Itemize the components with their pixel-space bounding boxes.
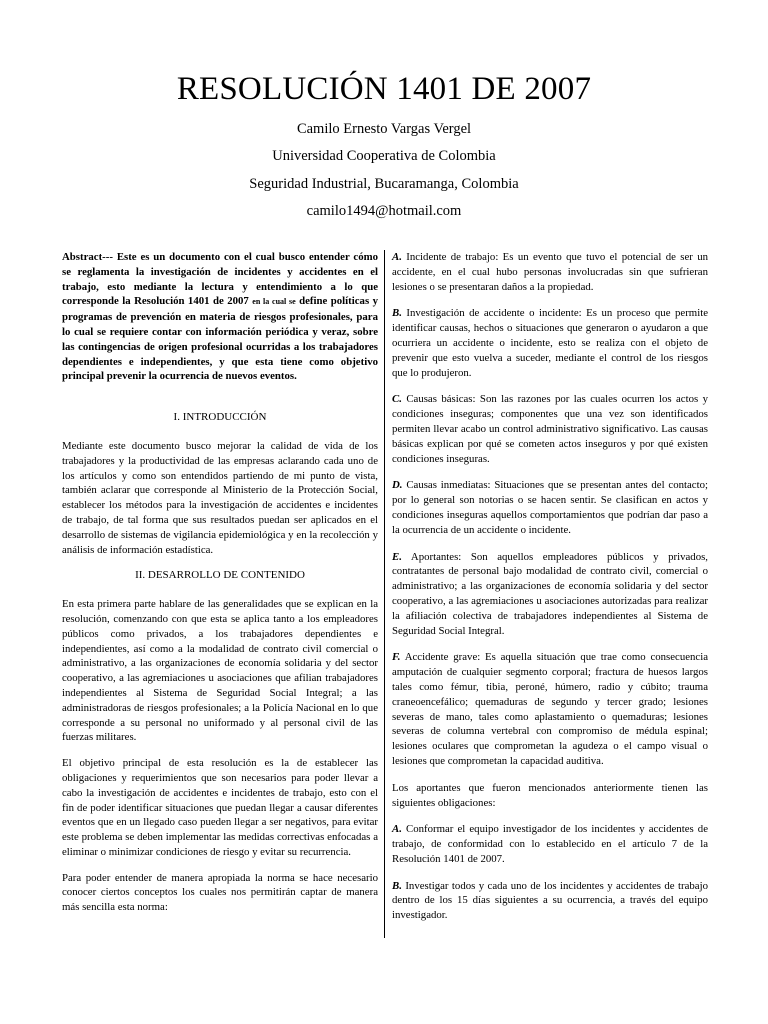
definition-text: Causas básicas: Son las razones por las cuales ocurren los actos y condiciones inseguras; componentes que una vez son identificados permiten llevar acabo un control administrativo significativo. Las causas básicas explican por qué se cometen actos inseguros y por qué existen condiciones inseguras. bbox=[392, 393, 708, 465]
development-paragraph-2: El objetivo principal de esta resolución es la de establecer las obligaciones y requerimientos que son necesarios para poder llevar a cabo la investigación de accidentes e incidentes de trabajo, esto con el fin de poder identificar situaciones que puedan llegar a causar diferentes eventos que en un llegado caso pueden llegar a ser negativos, para evitar este problema se deben implementar las medidas correctivas enfocadas a eliminar o minimizar condiciones de riesgo y evitar su recurrencia. bbox=[62, 757, 378, 858]
left-column bbox=[62, 250, 378, 926]
definition-item bbox=[392, 306, 708, 380]
right-column bbox=[392, 250, 708, 935]
obligations-intro: Los aportantes que fueron mencionados anteriormente tienen las siguientes obligaciones: bbox=[392, 781, 708, 809]
intro-paragraph: Mediante este documento busco mejorar la calidad de vida de los trabajadores y la productividad de las empresas aclarando cada uno de los artículos y como son entendidos partiendo de mi punto de vista, también aclarar que corresponde al Ministerio de la Protección Social, establecer los métodos para la investigación de accidentes e incidentes de trabajo, de tal forma que sus resultados puedan ser aplicados en el desarrollo de sistemas de vigilancia epidemiológica y en la recolección y análisis de información estadística. bbox=[62, 439, 378, 556]
page-title: RESOLUCIÓN 1401 DE 2007 bbox=[176, 71, 592, 107]
development-paragraph-1: En esta primera parte hablare de las generalidades que se explican en la resolución, comenzando con que esta se aplica tanto a los empleadores públicos como privados, a los trabajadores dependientes e independientes, así como a la modalidad de contrato civil comercial o administrativo, a las organizaciones de economía solidaria y del sector cooperativo, a las agremiaciones u asociaciones que afilian trabajadores independientes al Sistema de Seguridad Social Integral; a las administradoras de riesgos profesionales; a la Policía Nacional en lo que corresponde a su personal no uniformado y al personal civil de las fuerzas militares. bbox=[62, 598, 378, 744]
definition-item bbox=[392, 392, 708, 466]
definition-text: Accidente grave: Es aquella situación que trae como consecuencia amputación de cualquier segmento corporal; fractura de huesos largos tales como fémur, tibia, peroné, húmero, radio y cúbito; trauma craneoencefálico; quemaduras de segundo y tercer grado; lesiones severas de mano, tales como aplastamiento o quemaduras; lesiones severas de columna vertebral con compromiso de médula espinal; lesiones oculares que comprometan la agudeza o el campo visual o lesiones que comprometan la capacidad auditiva. bbox=[392, 651, 708, 767]
definition-label: B. bbox=[392, 307, 402, 320]
development-paragraph-3: Para poder entender de manera apropiada la norma se hace necesario conocer ciertos conceptos los cuales nos permitirán captar de manera más sencilla esta norma: bbox=[62, 871, 378, 914]
author-institution: Universidad Cooperativa de Colombia bbox=[272, 148, 496, 164]
abstract-text-1: Abstract--- Este es un documento con el cual busco entender cómo se reglamenta la investigación de incidentes y accidentes en el trabajo, esto mediante la lectura y entendimiento a lo que corresponde la Resolución 1401 de 2007 bbox=[62, 251, 378, 308]
definition-item bbox=[392, 478, 708, 537]
definition-label: A. bbox=[392, 251, 402, 263]
abstract bbox=[62, 250, 378, 384]
author-department: Seguridad Industrial, Bucaramanga, Colombia bbox=[249, 176, 519, 192]
definition-label: D. bbox=[392, 479, 403, 492]
author-email: camilo1494@hotmail.com bbox=[306, 203, 462, 219]
definition-label: F. bbox=[392, 651, 401, 664]
definition-label: E. bbox=[392, 550, 402, 563]
obligation-label: A. bbox=[392, 823, 402, 836]
obligation-text: Investigar todos y cada uno de los incidentes y accidentes de trabajo dentro de los 15 días siguientes a su ocurrencia, a través del equipo investigador. bbox=[392, 879, 708, 922]
definition-text: Investigación de accidente o incidente: Es un proceso que permite identificar causas, hechos o situaciones que generaron o ayudaron a que ocurriera un accidente o incidente, esto se realiza con el objeto de prevenir que esto vuelva a suceder, mediante el control de los riesgos que lo produjeron. bbox=[392, 307, 708, 379]
author-name: Camilo Ernesto Vargas Vergel bbox=[296, 121, 472, 137]
section-heading-desarrollo: II. DESARROLLO DE CONTENIDO bbox=[135, 569, 305, 582]
abstract-text-2: define políticas y programas de prevención en materia de riesgos profesionales, para lo cual se requiere contar con información periódica y veraz, sobre las contingencias de origen profesional ocurridas a los trabajadores dependientes e independientes, y que esta tiene como objetivo principal prevenir la ocurrencia de nuevos eventos. bbox=[62, 295, 378, 383]
definition-item bbox=[392, 250, 708, 294]
definition-text: Causas inmediatas: Situaciones que se presentan antes del contacto; por lo general son notorias o se hacen sentir. Se clasifican en actos y condiciones inseguras aquellos comportamientos que podrían dar paso a la ocurrencia de un accidente o incidente. bbox=[392, 479, 708, 536]
obligation-item bbox=[392, 879, 708, 923]
definition-label: C. bbox=[392, 393, 402, 406]
section-heading-introduccion: I. INTRODUCCIÓN bbox=[173, 411, 267, 424]
definition-text: Incidente de trabajo: Es un evento que tuvo el potencial de ser un accidente, en el cual hubo personas involucradas sin que sufrieran lesiones o se presentaran daños a la propiedad. bbox=[392, 251, 708, 293]
definition-item bbox=[392, 550, 708, 639]
definition-item bbox=[392, 650, 708, 768]
obligation-label: B. bbox=[392, 879, 402, 892]
obligation-item bbox=[392, 822, 708, 866]
column-divider bbox=[384, 250, 385, 938]
abstract-small-text: en la cual se bbox=[252, 297, 296, 307]
definition-text: Aportantes: Son aquellos empleadores públicos y privados, contratantes de personal bajo modalidad de contrato civil, comercial o administrativo; a las organizaciones de economía solidaria y del sector cooperativo, a las agremiaciones u asociaciones autorizadas para realizar la afiliación colectiva de trabajadores independientes al Sistema de Seguridad Social Integral. bbox=[392, 550, 708, 637]
obligation-text: Conformar el equipo investigador de los incidentes y accidentes de trabajo, de conformidad con lo establecido en el artículo 7 de la Resolución 1401 de 2007. bbox=[392, 823, 708, 865]
